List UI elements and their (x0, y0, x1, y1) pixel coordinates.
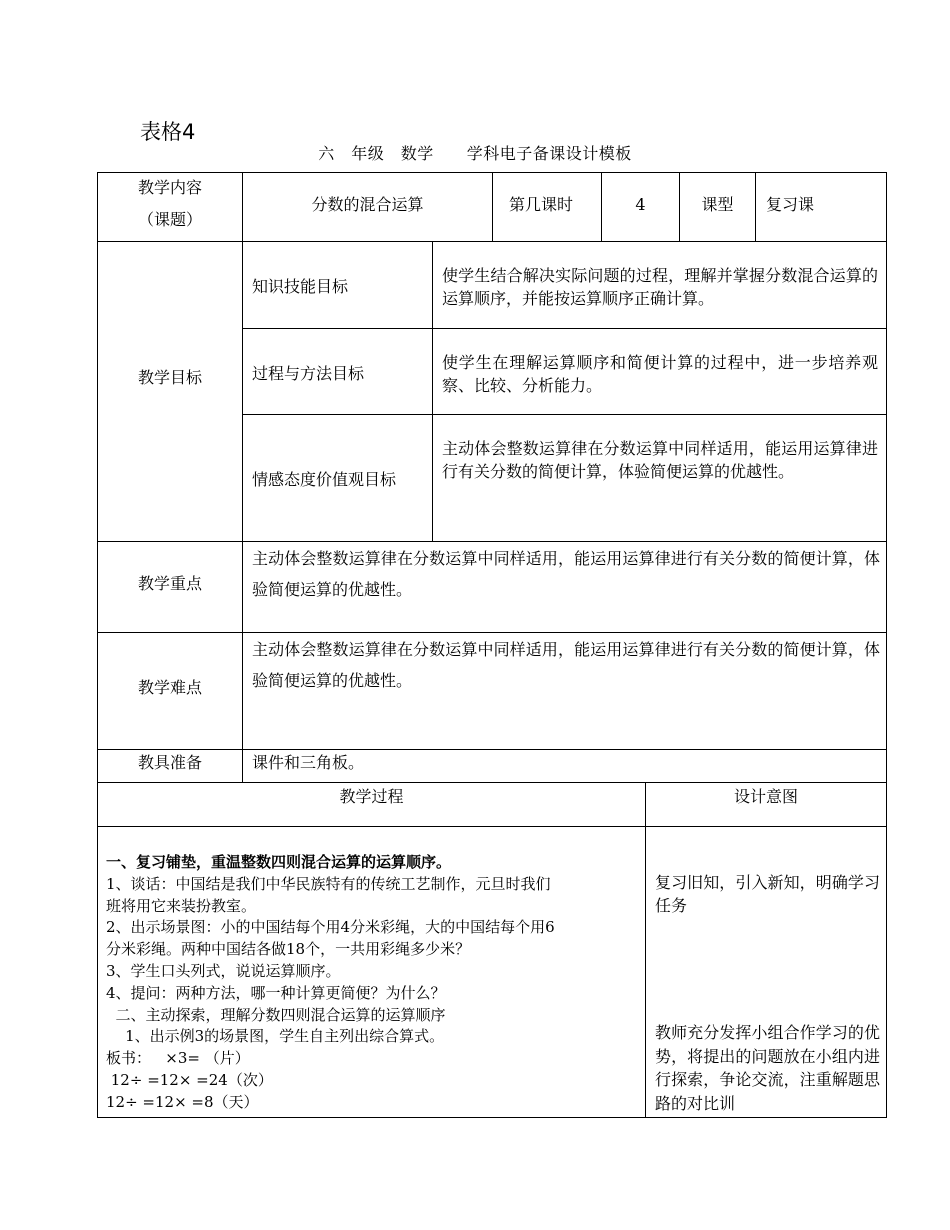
process-line: 12÷ =12× =24（次） (106, 1070, 273, 1089)
materials-label: 教具准备 (137, 753, 202, 772)
process-line: 1、出示例3的场景图，学生自主列出综合算式。 (106, 1027, 445, 1046)
objective-text: 使学生结合解决实际问题的过程，理解并掌握分数混合运算的运算顺序，并能按运算顺序正确计算。 (442, 266, 878, 308)
process-line: 3、学生口头列式，说说运算顺序。 (106, 961, 341, 980)
process-line: 1、谈话：中国结是我们中华民族特有的传统工艺制作，元旦时我们 (106, 874, 551, 893)
objective-name: 过程与方法目标 (252, 364, 365, 383)
process-line: 一、复习铺垫，重温整数四则混合运算的运算顺序。 (106, 853, 452, 871)
objectives-label: 教学目标 (137, 368, 202, 387)
process-content (106, 852, 642, 1114)
key-points-label: 教学重点 (137, 574, 202, 593)
content-label (98, 177, 242, 231)
intent-header: 设计意图 (733, 787, 798, 806)
form-label: 表格4 (140, 120, 196, 144)
objective-name: 知识技能目标 (252, 277, 349, 296)
difficulties-text: 主动体会整数运算律在分数运算中同样适用，能运用运算律进行有关分数的简便计算，体验简便运算的优越性。 (252, 640, 880, 690)
content-label-line1: 教学内容 (137, 178, 202, 197)
process-line: 4、提问：两种方法，哪一种计算更简便？为什么？ (106, 983, 446, 1002)
process-line: 分米彩绳。两种中国结各做18个，一共用彩绳多少米？ (106, 940, 471, 959)
process-line: 班将用它来装扮教室。 (106, 896, 257, 915)
process-line: 2、出示场景图：小的中国结每个用4分米彩绳，大的中国结每个用6 (106, 918, 555, 937)
difficulties-label: 教学难点 (137, 678, 202, 697)
intent-text: 教师充分发挥小组合作学习的优势，将提出的问题放在小组内进行探索，争论交流，注重解题思路的对比训 (655, 1023, 880, 1113)
lesson-number: 4 (635, 195, 646, 214)
process-line: 板书： ×3= （片） (106, 1049, 250, 1068)
materials-text: 课件和三角板。 (252, 753, 365, 772)
lesson-number-label: 第几课时 (509, 195, 574, 214)
intent-text: 复习旧知，引入新知，明确学习任务 (655, 873, 880, 915)
process-line: 12÷ =12× =8（天） (106, 1092, 259, 1111)
lesson-type: 复习课 (766, 195, 815, 214)
key-points-text: 主动体会整数运算律在分数运算中同样适用，能运用运算律进行有关分数的简便计算，体验简便运算的优越性。 (252, 549, 880, 599)
objective-text: 使学生在理解运算顺序和简便计算的过程中，进一步培养观察、比较、分析能力。 (442, 353, 878, 395)
page-title: 六 年级 数学 学科电子备课设计模板 (318, 144, 632, 163)
objective-name: 情感态度价值观目标 (252, 470, 397, 489)
process-line: 二、主动探索，理解分数四则混合运算的运算顺序 (106, 1005, 446, 1024)
lesson-type-label: 课型 (701, 195, 734, 214)
content-label-line2: （课题） (137, 210, 202, 229)
lesson-topic: 分数的混合运算 (311, 195, 424, 214)
objective-text: 主动体会整数运算律在分数运算中同样适用，能运用运算律进行有关分数的简便计算，体验简便运算的优越性。 (442, 439, 878, 481)
process-header: 教学过程 (339, 787, 404, 806)
